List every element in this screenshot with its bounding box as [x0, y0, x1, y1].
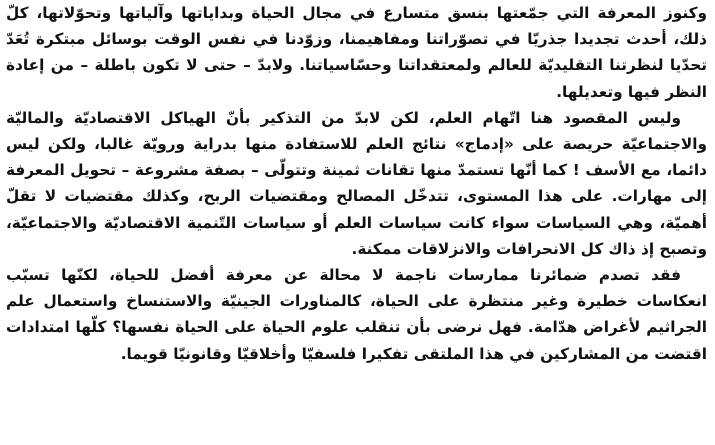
paragraph-1: وكنوز المعرفة التي جمّعتها بنسق متسارع في مجال الحياة وبداياتها وآلياتها وتحوّلاتها، كلّ ذلك، أحدث تجديدا جذريّا في تصوّراتنا ومفاهيمنا، وزوّدنا في نفس الوقت بوسائل مبتكرة تُعَدّ تحدّيا لنظرتنا التقليديّة للعالم ولمعتقداتنا وحسّاسياتنا. ولابدّ – حتى لا تكون باطلة – من إعادة النظر فيها وتعديلها.	[6, 4, 707, 101]
paragraph-3: فقد تصدم ضمائرنا ممارسات ناجمة لا محالة عن معرفة أفضل للحياة، لكنّها تسبّب انعكاسات خطيرة وغير منتظرة على الحياة، كالمناورات الجينيّة والاستنساخ واستعمال علم الجراثيم لأغراض هدّامة. فهل نرضى بأن تنقلب علوم الحياة على الحياة نفسها؟ كلّها امتدادات اقتضت من المشاركين في هذا الملتقى تفكيرا فلسفيّا وأخلاقيّا وقانونيّا قويما.	[6, 266, 707, 363]
paragraph-2: وليس المقصود هنا اتّهام العلم، لكن لابدّ من التذكير بأنّ الهياكل الاقتصاديّة والماليّة والاجتماعيّة حريصة على «إدماج» نتائج العلم للاستفادة منها بدراية ورويّة غالبا، ولكن ليس دائما، مع الأسف ! كما أنّها تستمدّ منها تقانات ثمينة وتتولّى – بصفة مشروعة – تحويل المعرفة إلى مهارات. على هذا المستوى، تتدخّل المصالح ومقتضيات الربح، وكذلك مقتضيات لا تقلّ أهميّة، وهي السياسات سواء كانت سياسات العلم أو سياسات التّنمية الاقتصاديّة والاجتماعيّة، وتصبح إذ ذاك كل الانحرافات والانزلاقات ممكنة.	[6, 108, 707, 258]
